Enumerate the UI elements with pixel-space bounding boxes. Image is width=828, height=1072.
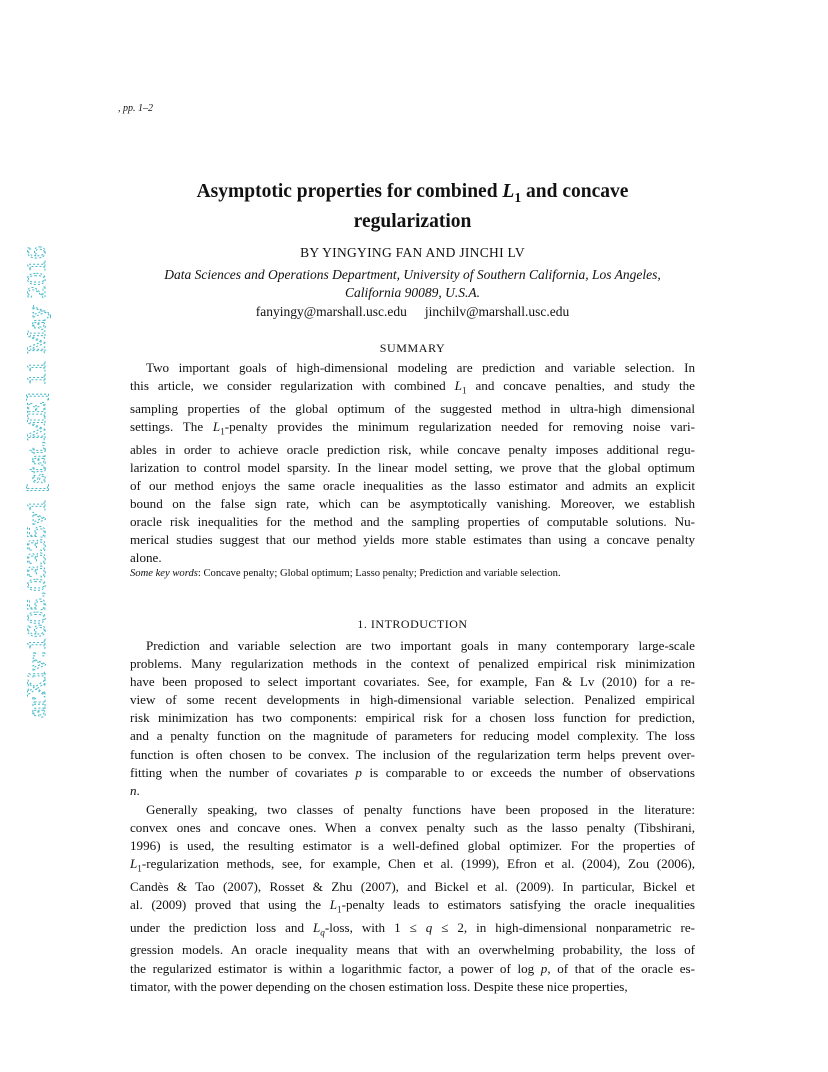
email-link[interactable]: jinchilv@marshall.usc.edu (424, 304, 570, 319)
text-line: sampling properties of the global optimum of the suggested method in ultra-high dimensional (130, 400, 695, 416)
text-line: of our method enjoys the same oracle inequalities as the lasso estimator and admits an explicit (130, 477, 695, 493)
text-line: 1996) is used, the resulting estimator is a well-defined global optimizer. For the properties of (130, 838, 695, 854)
key-words-text: : Concave penalty; Global optimum; Lasso penalty; Prediction and variable selection. (197, 568, 561, 579)
summary-paragraph (130, 359, 695, 567)
paper-title (130, 180, 695, 234)
text-line: n. (130, 782, 140, 798)
text-line: larization to control model sparsity. In the linear model setting, we prove that the global optimum (130, 459, 695, 475)
text-line: fitting when the number of covariates p is comparable to or exceeds the number of observations (130, 764, 695, 780)
text-line: gression models. An oracle inequality means that with an overwhelming probability, the loss of (130, 942, 695, 958)
text-line: Prediction and variable selection are two important goals in many contemporary large-scale (146, 638, 695, 653)
key-words-label: Some key words (130, 568, 198, 579)
text-line: al. (2009) proved that using the $L_1$-penalty leads to estimators satisfying the oracle inequalities (130, 897, 695, 915)
key-words (130, 568, 695, 579)
text-line: Candès & Tao (2007), Rosset & Zhu (2007), and Bickel et al. (2009). In particular, Bickel et (130, 878, 695, 894)
affiliation-line-1: Data Sciences and Operations Department, University of Southern California, Los Angeles, (164, 267, 661, 282)
text-line: merical studies suggest that our method yields more stable estimates than using a concave penalty (130, 532, 695, 548)
text-line: $L_1$-regularization methods, see, for example, Chen et al. (1999), Efron et al. (2004), Zou (2006), (130, 856, 695, 874)
text-line: function is often chosen to be convex. The inclusion of the regularization term helps prevent over- (130, 746, 695, 762)
arxiv-stamp (16, 240, 56, 720)
text-line: Two important goals of high-dimensional modeling are prediction and variable selection. In (146, 360, 695, 375)
text-line: oracle risk inequalities for the method and the sampling properties of computable solutions. Nu- (130, 513, 695, 529)
title-line-1: Asymptotic properties for combined $L_1$ and concave (196, 181, 629, 205)
running-header: , pp. 1–2 (118, 103, 153, 114)
email-link[interactable]: fanyingy@marshall.usc.edu (255, 304, 407, 319)
text-line: problems. Many regularization methods in the context of penalized empirical risk minimization (130, 656, 695, 672)
authors: BY YINGYING FAN AND JINCHI LV (300, 245, 525, 260)
text-line: and a penalty function on the magnitude of parameters for reducing model complexity. The loss (130, 728, 695, 744)
text-line: have been proposed to select important covariates. See, for example, Fan & Lv (2010) for a re- (130, 674, 695, 690)
text-line: this article, we consider regularization with combined $L_1$ and concave penalties, and study the (130, 378, 695, 396)
text-line: alone. (130, 550, 162, 566)
text-line: settings. The $L_1$-penalty provides the minimum regularization needed for removing noise vari- (130, 418, 695, 437)
text-line: bound on the false sign rate, which can be asymptotically vanishing. Moreover, we establish (130, 495, 695, 511)
title-line-2: regularization (353, 210, 472, 232)
text-line: timator, with the power depending on the chosen estimation loss. Despite these nice properties, (130, 978, 628, 994)
text-line: ables in order to achieve oracle prediction risk, while concave penalty imposes additional regu- (130, 441, 695, 457)
summary-heading: SUMMARY (379, 341, 446, 355)
affiliation-line-2: California 90089, U.S.A. (344, 285, 480, 300)
text-line: view of some recent developments in high-dimensional variable selection. Penalized empirical (130, 692, 695, 708)
arxiv-identifier: arXiv:1605.03335v1 [stat.ME] 11 May 2016 (22, 252, 51, 718)
text-line: convex ones and concave ones. When a convex penalty such as the lasso penalty (Tibshirani, (130, 820, 695, 836)
emails (130, 304, 695, 320)
text-line: Generally speaking, two classes of penalty functions have been proposed in the literature: (146, 802, 695, 817)
affiliation (130, 266, 695, 302)
text-line: risk minimization has two components: empirical risk for a chosen loss function for prediction, (130, 710, 695, 726)
text-line: under the prediction loss and $L_q$-loss, with 1 ≤ q ≤ 2, in high-dimensional nonparametric re- (130, 919, 696, 938)
intro-paragraph-2 (130, 801, 695, 996)
text-line: the regularized estimator is within a logarithmic factor, a power of log p, of that of the oracle es- (130, 960, 695, 976)
intro-paragraph-1 (130, 637, 695, 800)
section-heading: 1. INTRODUCTION (357, 617, 468, 631)
